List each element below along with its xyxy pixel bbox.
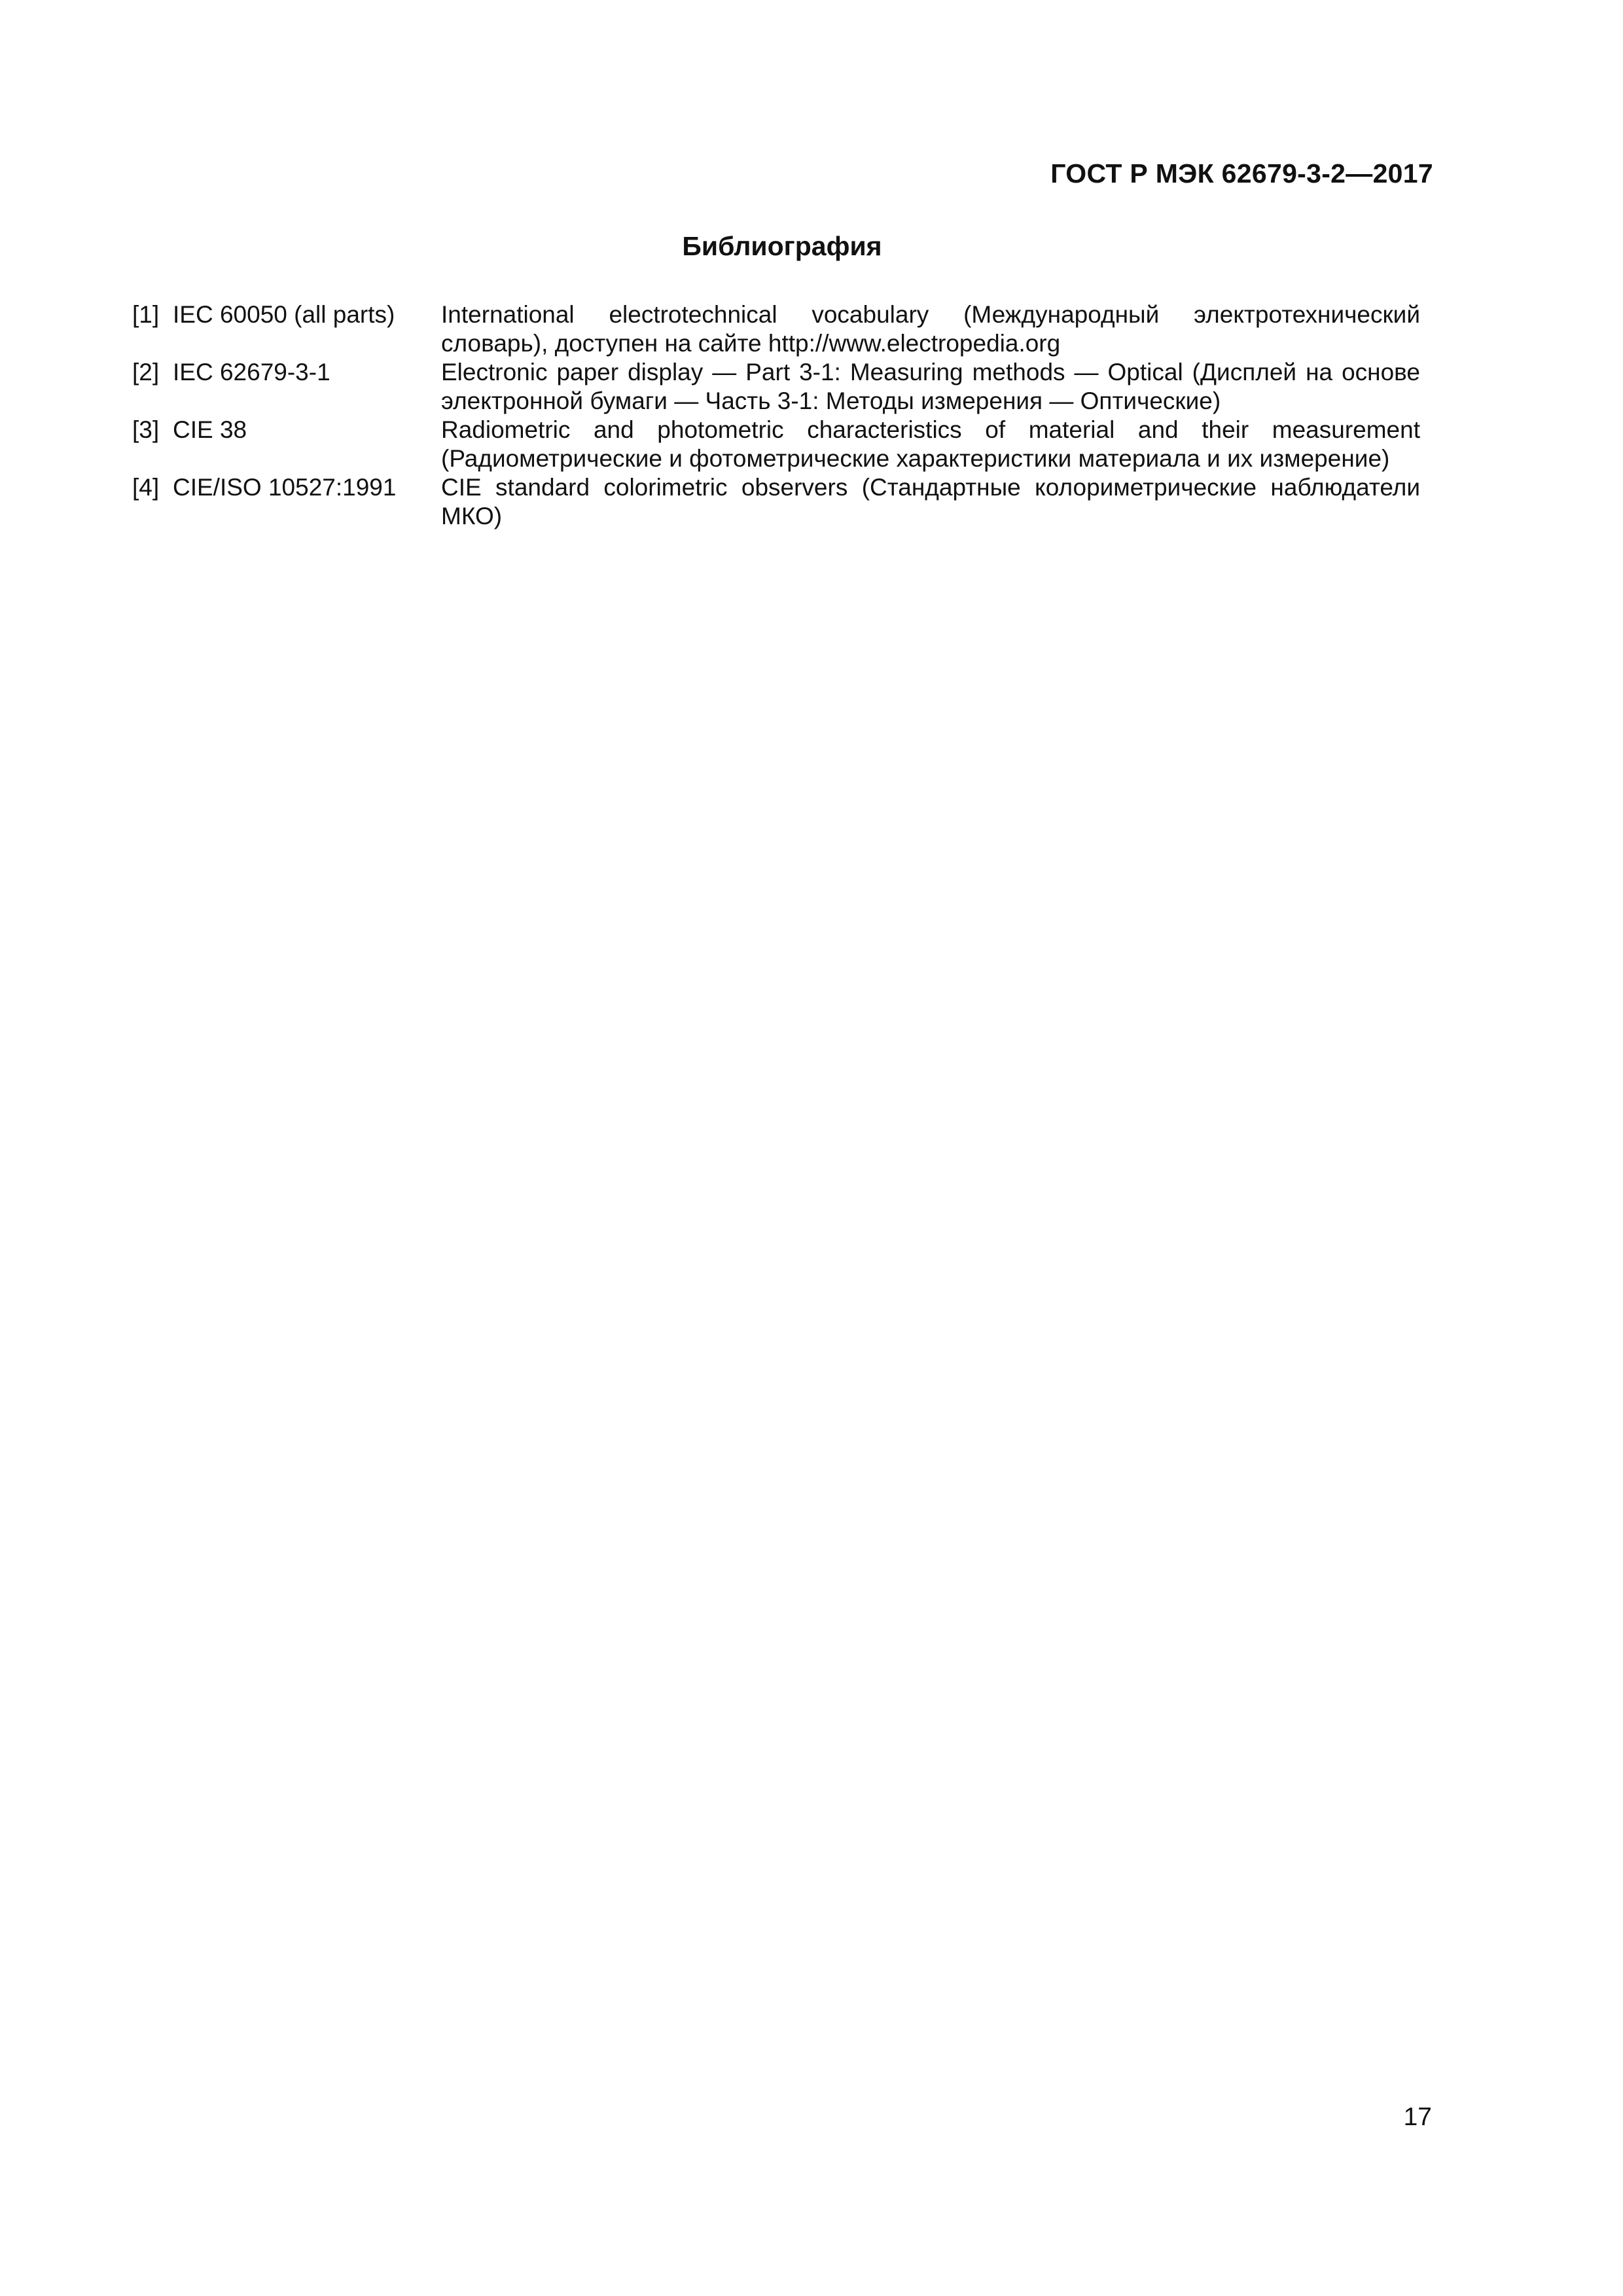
bibliography-entry bbox=[132, 416, 1420, 473]
entry-number: [4] bbox=[132, 474, 160, 501]
entry-description: Radiometric and photometric characteristics of material and their measurement (Радиометрические и фотометрические характеристики материала и их измерение) bbox=[441, 416, 1420, 472]
section-title: Библиография bbox=[682, 231, 882, 261]
page-number: 17 bbox=[1403, 2103, 1432, 2131]
document-code-header: ГОСТ Р МЭК 62679-3-2—2017 bbox=[1050, 158, 1433, 188]
entry-reference: CIE 38 bbox=[173, 416, 247, 443]
entry-number: [1] bbox=[132, 301, 160, 328]
entry-reference: IEC 62679-3-1 bbox=[173, 359, 330, 386]
bibliography-entry bbox=[132, 473, 1420, 531]
bibliography-entry bbox=[132, 300, 1420, 358]
entry-reference: CIE/ISO 10527:1991 bbox=[173, 474, 397, 501]
entry-description: International electrotechnical vocabulary (Международный электротехнический словарь), доступен на сайте http://www.electropedia.org bbox=[441, 301, 1420, 357]
entry-reference: IEC 60050 (all parts) bbox=[173, 301, 395, 328]
entry-description: Electronic paper display — Part 3-1: Measuring methods — Optical (Дисплей на основе электронной бумаги — Часть 3-1: Методы измерения — Оптические) bbox=[441, 359, 1420, 414]
bibliography-entry bbox=[132, 358, 1420, 416]
entry-number: [3] bbox=[132, 416, 160, 443]
entry-description: CIE standard colorimetric observers (Стандартные колориметрические наблюдатели МКО) bbox=[441, 474, 1420, 529]
entry-number: [2] bbox=[132, 359, 160, 386]
bibliography-list bbox=[132, 300, 1420, 531]
